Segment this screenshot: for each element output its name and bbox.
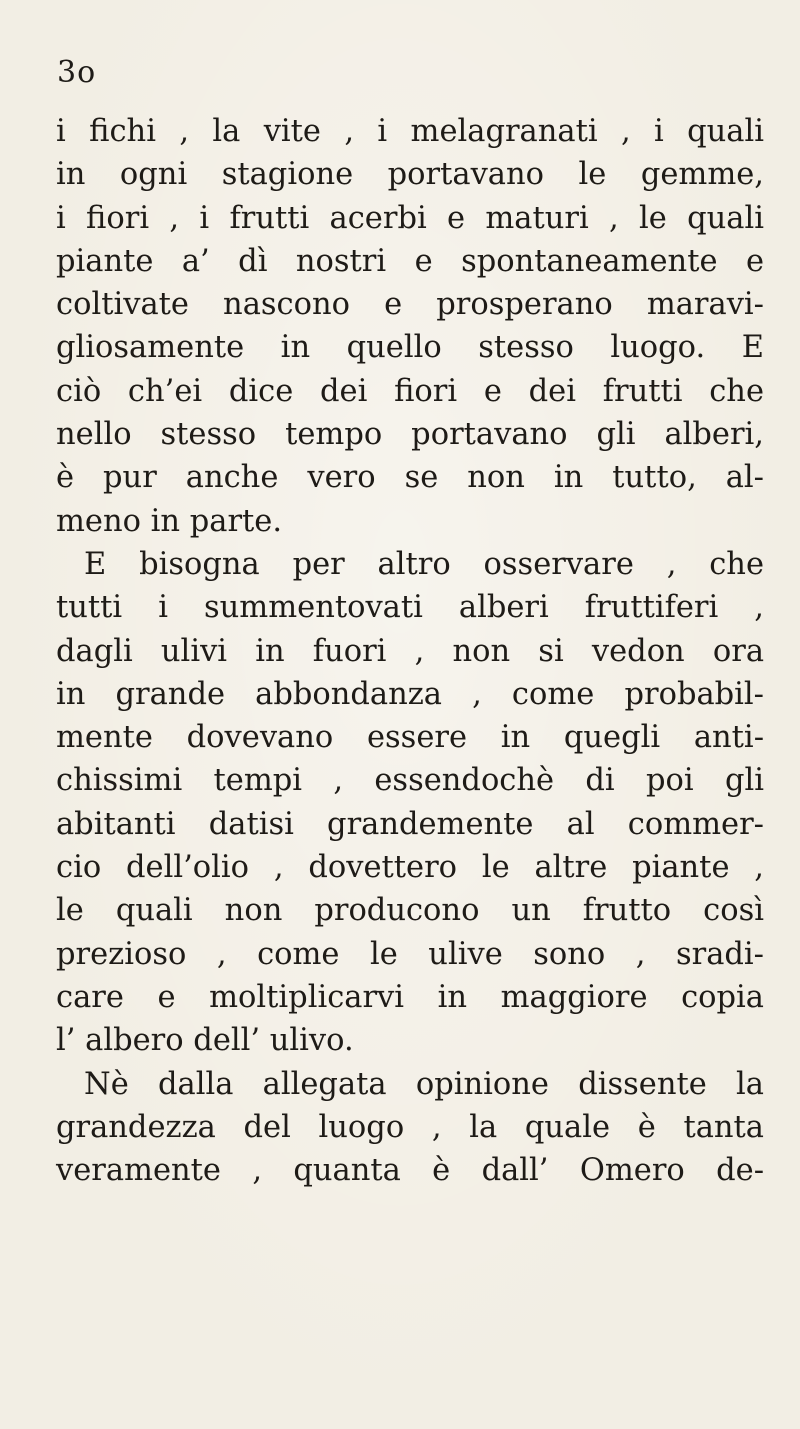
text-line: i fiori , i frutti acerbi e maturi , le quali: [56, 200, 764, 236]
paragraph-start-line: E bisogna per altro osservare , che: [84, 546, 764, 582]
text-line: le quali non producono un frutto così: [56, 893, 764, 929]
text-line: chissimi tempi , essendochè di poi gli: [56, 763, 764, 799]
text-line: i fichi , la vite , i melagranati , i quali: [56, 114, 764, 149]
text-line: ciò ch’ei dice dei fiori e dei frutti che: [56, 373, 764, 409]
text-line: coltivate nascono e prosperano maravi-: [56, 287, 764, 323]
text-line: dagli ulivi in fuori , non si vedon ora: [56, 633, 764, 669]
text-line: piante a’ dì nostri e spontaneamente e: [56, 243, 764, 279]
text-line: prezioso , come le ulive sono , sradi-: [56, 936, 764, 972]
text-line: è pur anche vero se non in tutto, al-: [56, 460, 764, 496]
page-number: 3o: [57, 55, 97, 90]
text-line: cio dell’olio , dovettero le altre piante ,: [56, 850, 764, 886]
text-line: in ogni stagione portavano le gemme,: [56, 157, 764, 193]
text-line: gliosamente in quello stesso luogo. E: [56, 330, 764, 366]
text-line: nello stesso tempo portavano gli alberi,: [56, 417, 764, 453]
text-line: mente dovevano essere in quegli anti-: [56, 720, 764, 756]
text-line: care e moltiplicarvi in maggiore copia: [56, 979, 764, 1015]
text-line: grandezza del luogo , la quale è tanta: [56, 1109, 764, 1145]
text-line: abitanti datisi grandemente al commer-: [56, 806, 764, 842]
text-line: l’ albero dell’ ulivo.: [56, 1023, 354, 1059]
paragraph-start-line: Nè dalla allegata opinione dissente la: [84, 1066, 764, 1102]
text-line: meno in parte.: [56, 503, 283, 539]
body-text: [56, 110, 764, 1192]
text-line: veramente , quanta è dall’ Omero de-: [56, 1153, 764, 1189]
text-line: in grande abbondanza , come probabil-: [56, 676, 764, 712]
text-line: tutti i summentovati alberi fruttiferi ,: [56, 590, 764, 626]
